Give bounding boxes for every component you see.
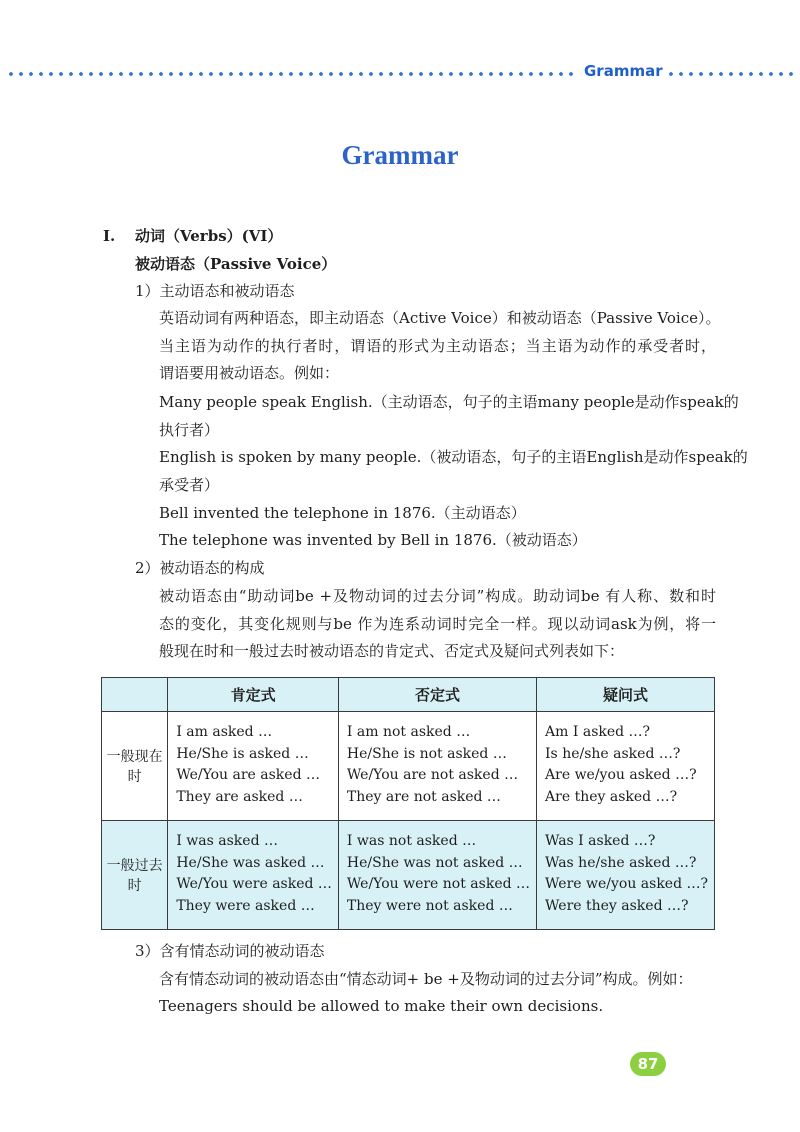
form-line: He/She is not asked …: [346, 745, 507, 762]
table-header-cell: 肯定式: [168, 678, 339, 712]
point2-paragraph: [159, 583, 716, 666]
example-1-line: Many people speak English.（主动语态，句子的主语many people是动作speak的: [159, 393, 739, 411]
form-line: Was I asked …?: [545, 833, 656, 849]
negative-cell: [338, 712, 536, 821]
form-line: We/You were asked …: [176, 876, 332, 892]
point1-line: 谓语要用被动语态。例如：: [159, 364, 340, 382]
form-line: They were asked …: [176, 897, 315, 914]
example-2: [159, 444, 748, 499]
form-line: They are asked …: [176, 788, 303, 805]
form-line: They are not asked …: [346, 788, 501, 805]
negative-cell: [338, 821, 536, 930]
form-line: He/She is asked …: [176, 745, 309, 762]
form-line: Was he/she asked …?: [545, 854, 697, 871]
table-header-corner: [102, 678, 168, 712]
point3-title: 3）含有情态动词的被动语态: [135, 942, 325, 960]
form-line: We/You were not asked …: [346, 876, 531, 892]
affirmative-cell: [168, 712, 339, 821]
form-line: Am I asked …?: [545, 724, 651, 740]
point1-title: 1）主动语态和被动语态: [135, 282, 295, 300]
point2-line: 态的变化，其变化规则与be 作为连系动词时完全一样。现以动词ask为例，将一: [159, 614, 716, 633]
interrogative-cell: [537, 712, 715, 821]
point2-line: 被动语态由“助动词be +及物动词的过去分词”构成。助动词be 有人称、数和时: [159, 587, 716, 605]
section-heading: 动词（Verbs）(VI）: [135, 227, 283, 245]
point1-line: 英语动词有两种语态，即主动语态（Active Voice）和被动语态（Passive Voice）。: [159, 309, 721, 327]
table-header-cell: 否定式: [338, 678, 536, 712]
form-line: He/She was not asked …: [346, 854, 523, 871]
form-line: I am asked …: [176, 724, 273, 740]
form-line: Are they asked …?: [545, 788, 678, 805]
form-line: I am not asked …: [346, 724, 471, 740]
passive-voice-table: [101, 677, 715, 930]
page-title: Grammar: [341, 140, 459, 170]
point1-line: 当主语为动作的执行者时，谓语的形式为主动语态；当主语为动作的承受者时，: [159, 336, 716, 355]
form-line: We/You are not asked …: [346, 767, 519, 783]
section-subheading: 被动语态（Passive Voice）: [135, 255, 337, 273]
example-3: Bell invented the telephone in 1876.（主动语态）: [159, 504, 526, 522]
interrogative-cell: [537, 821, 715, 930]
example-2-line: 承受者）: [159, 475, 220, 494]
example-4: The telephone was invented by Bell in 1876.（被动语态）: [159, 531, 587, 549]
point3-example: Teenagers should be allowed to make their own decisions.: [159, 997, 604, 1015]
affirmative-cell: [168, 821, 339, 930]
row-label: 一般现在时: [102, 712, 168, 821]
page-number-badge: 87: [630, 1052, 666, 1076]
example-2-line: English is spoken by many people.（被动语态，句子的主语English是动作speak的: [159, 448, 748, 466]
point3-line: 含有情态动词的被动语态由“情态动词+ be +及物动词的过去分词”构成。例如：: [159, 970, 693, 988]
point2-title: 2）被动语态的构成: [135, 559, 265, 577]
form-line: He/She was asked …: [176, 854, 325, 871]
table-header-cell: 疑问式: [537, 678, 715, 712]
form-line: Are we/you asked …?: [545, 767, 697, 783]
table-header-row: [102, 678, 715, 712]
row-label: 一般过去时: [102, 821, 168, 930]
form-line: I was not asked …: [346, 833, 477, 849]
point1-paragraph: [159, 305, 721, 388]
form-line: They were not asked …: [346, 897, 513, 914]
header-dotted-rule-left: [6, 72, 578, 76]
running-header-label: Grammar: [584, 62, 663, 80]
form-line: Were we/you asked …?: [545, 876, 708, 892]
example-1-line: 执行者）: [159, 420, 220, 439]
form-line: Is he/she asked …?: [545, 745, 681, 762]
table-row-past: [102, 821, 715, 930]
form-line: We/You are asked …: [176, 767, 320, 783]
table-row-present: [102, 712, 715, 821]
header-dotted-rule-right: [666, 72, 794, 76]
form-line: I was asked …: [176, 833, 278, 849]
form-line: Were they asked …?: [545, 897, 689, 914]
point2-line: 般现在时和一般过去时被动语态的肯定式、否定式及疑问式列表如下：: [159, 642, 625, 660]
example-1: [159, 389, 739, 444]
section-number: I.: [103, 227, 116, 245]
